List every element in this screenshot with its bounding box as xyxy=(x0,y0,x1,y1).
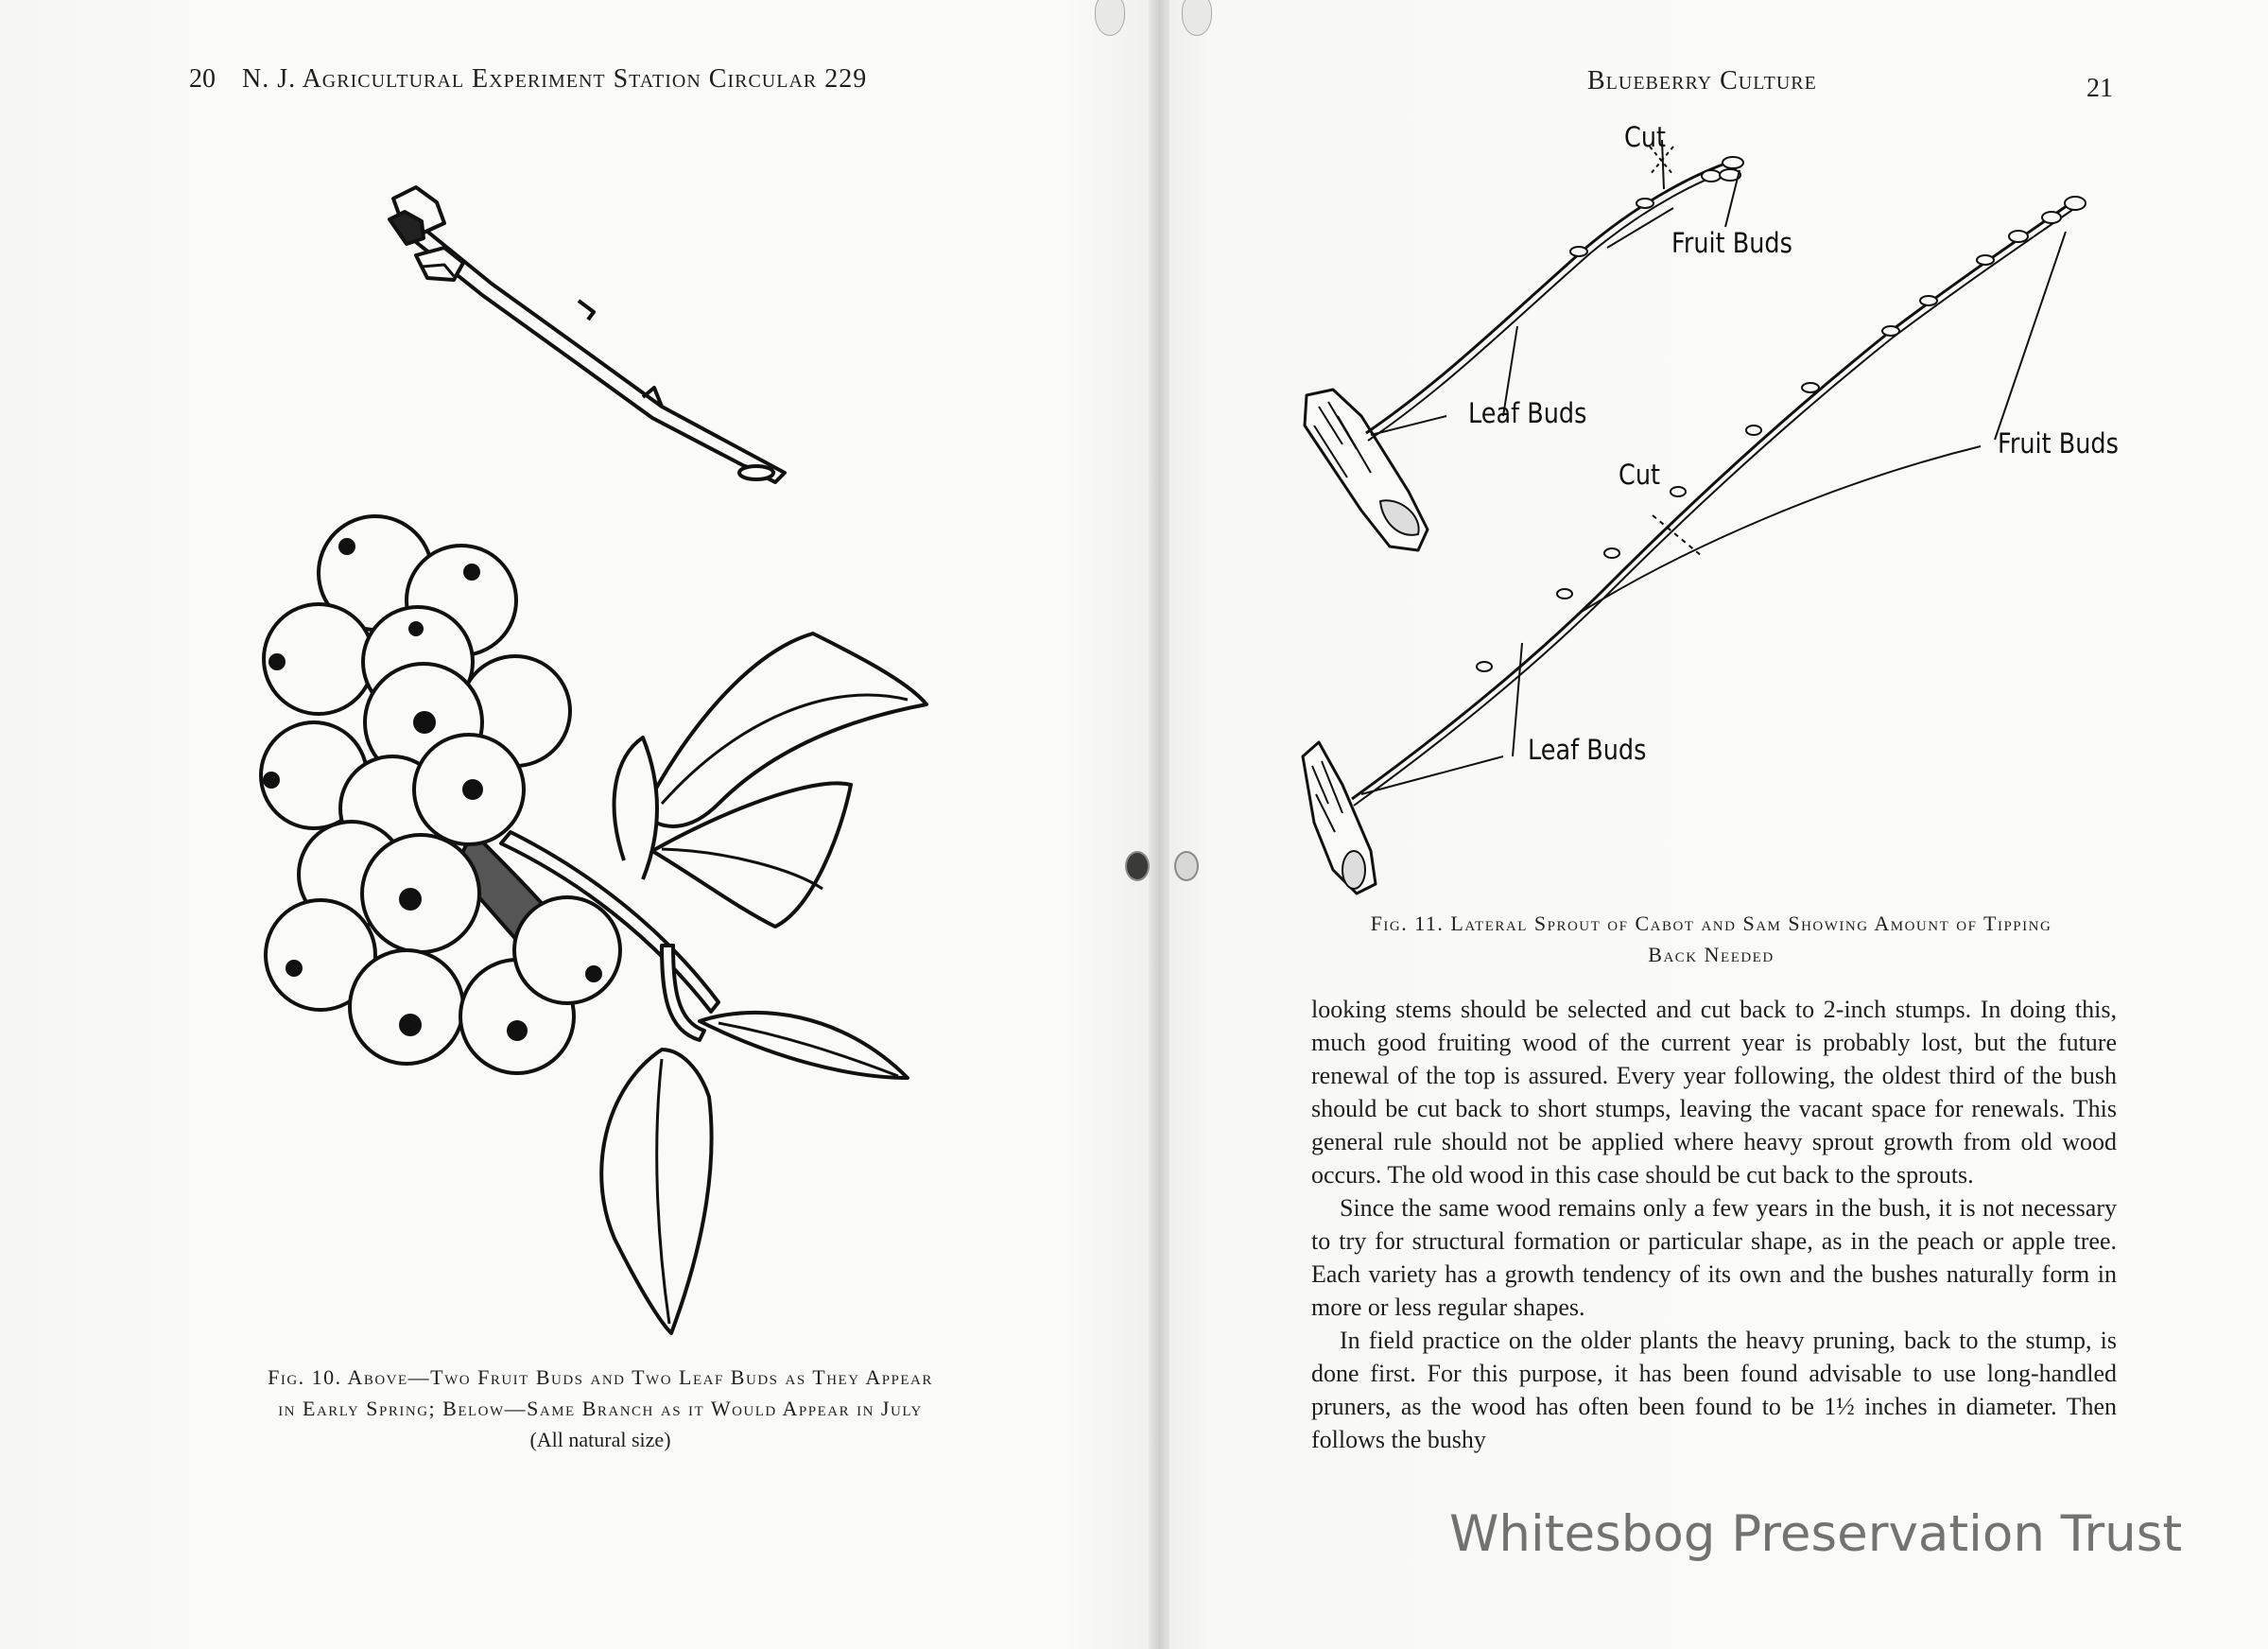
fig-10-caption-line-2: in Early Spring; Below—Same Branch as it Would Appear in July xyxy=(278,1397,923,1420)
left-page-number: 20 xyxy=(189,64,216,94)
fig-11-caption-line-1: Fig. 11. Lateral Sprout of Cabot and Sam Showing Amount of Tipping xyxy=(1370,911,2052,935)
fig-11-caption xyxy=(1300,908,2122,970)
fig-10-caption-line-3: (All natural size) xyxy=(529,1428,671,1451)
fig-10-caption-line-1: Fig. 10. Above—Two Fruit Buds and Two Leaf Buds as They Appear xyxy=(268,1365,933,1389)
label-fruit-buds-lower: Fruit Buds xyxy=(1998,427,2119,460)
watermark: Whitesbog Preservation Trust xyxy=(1449,1505,2183,1563)
label-fruit-buds-upper: Fruit Buds xyxy=(1671,227,1792,259)
label-leaf-buds-lower: Leaf Buds xyxy=(1528,734,1647,766)
fig-11-caption-line-2: Back Needed xyxy=(1648,943,1775,966)
label-leaf-buds-upper: Leaf Buds xyxy=(1468,397,1587,429)
paragraph-3: In field practice on the older plants the heavy pruning, back to the stump, is done first. For this purpose, it has been found advisable to use long-handled pruners, as the wood has often been found to be 1½ inches in diameter. Then follows the bushy xyxy=(1311,1327,2117,1453)
right-running-title: Blueberry Culture xyxy=(1587,66,1817,95)
left-running-title: N. J. Agricultural Experiment Station Circular 229 xyxy=(242,64,868,94)
label-cut-upper: Cut xyxy=(1624,121,1666,153)
body-text xyxy=(1311,993,2117,1456)
paragraph-2: Since the same wood remains only a few years in the bush, it is not necessary to try for structural formation or particular shape, as in the peach or apple tree. Each variety has a growth tendency of its own and the bushes naturally form in more or less regular shapes. xyxy=(1311,1194,2117,1321)
label-cut-lower: Cut xyxy=(1619,459,1660,491)
paragraph-1: looking stems should be selected and cut back to 2-inch stumps. In doing this, much good fruiting wood of the current year is probably lost, but the future renewal of the top is assured. Every year following, the oldest third of the bush should be cut back to short stumps, leaving the vacant space for renewals. This general rule should not be applied where heavy sprout growth from old wood occurs. The old wood in this case should be cut back to the sprouts. xyxy=(1311,996,2117,1189)
right-page-number: 21 xyxy=(2086,74,2113,103)
